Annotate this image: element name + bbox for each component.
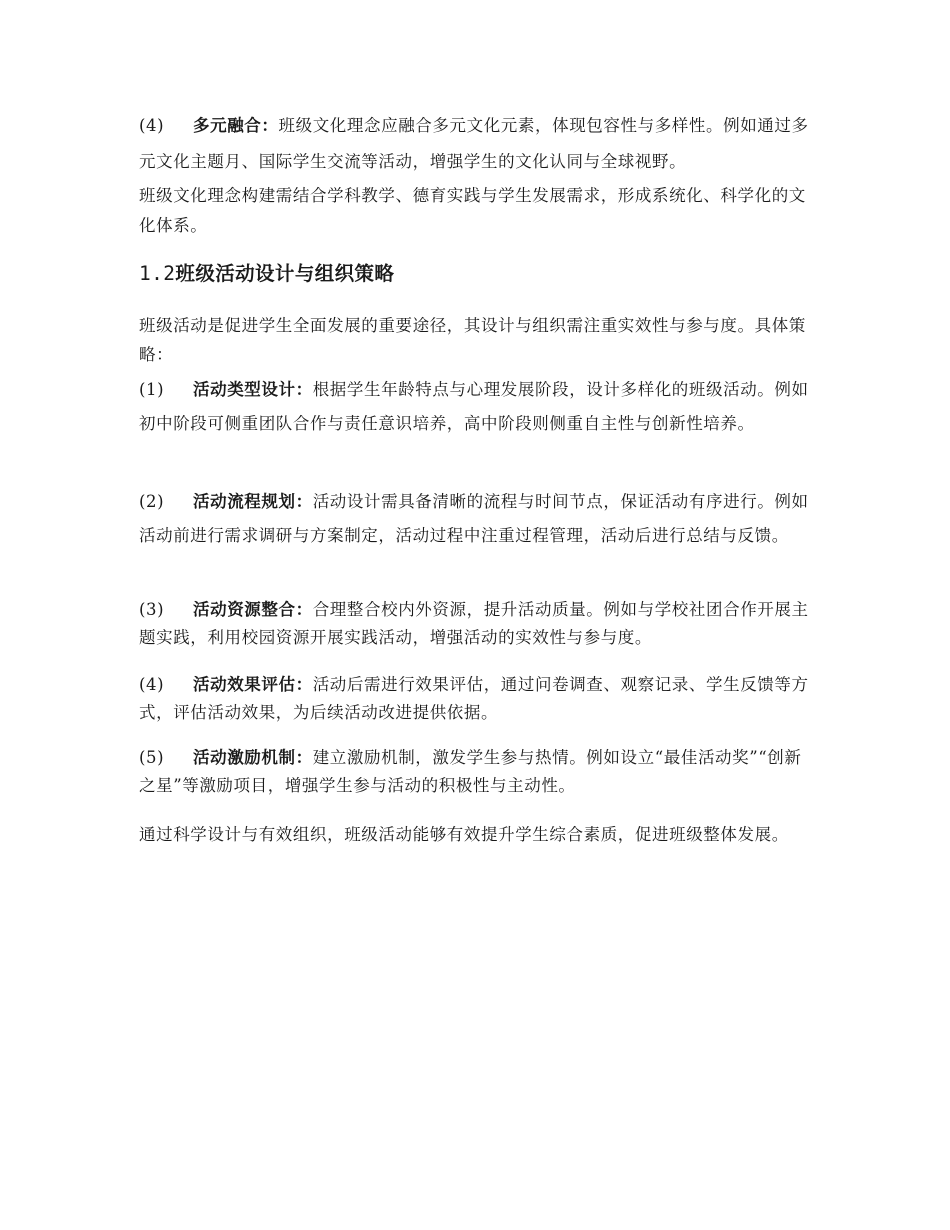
list-item-activity-incentive	[139, 744, 811, 800]
list-item-text: 活动后需进行效果评估，通过问卷调查、观察记录、学生反馈等方式，评估活动效果，为后续活动改进提供依据。	[139, 675, 809, 722]
list-item-number: (1)	[139, 380, 165, 399]
list-item-number: (4)	[139, 675, 165, 694]
culture-summary-paragraph: 班级文化理念构建需结合学科教学、德育实践与学生发展需求，形成系统化、科学化的文化体系。	[139, 186, 806, 235]
list-item-activity-type	[139, 373, 811, 441]
list-item-text: 班级文化理念应融合多元文化元素，体现包容性与多样性。例如通过多元文化主题月、国际学生交流等活动，增强学生的文化认同与全球视野。	[139, 116, 809, 171]
list-item-term: 活动类型设计：	[193, 380, 313, 399]
list-item-number: (4)	[139, 116, 165, 135]
list-item-term: 活动流程规划：	[193, 492, 313, 511]
list-item-activity-evaluation	[139, 671, 811, 727]
section-heading	[139, 258, 394, 286]
list-item-text: 根据学生年龄特点与心理发展阶段，设计多样化的班级活动。例如初中阶段可侧重团队合作与责任意识培养，高中阶段则侧重自主性与创新性培养。	[139, 380, 809, 433]
list-item-number: (2)	[139, 492, 165, 511]
list-item-text: 合理整合校内外资源，提升活动质量。例如与学校社团合作开展主题实践，利用校园资源开展实践活动，增强活动的实效性与参与度。	[139, 600, 809, 647]
conclusion-paragraph: 通过科学设计与有效组织，班级活动能够有效提升学生综合素质，促进班级整体发展。	[139, 825, 789, 844]
list-item-term: 活动资源整合：	[193, 600, 313, 619]
list-item-text: 活动设计需具备清晰的流程与时间节点，保证活动有序进行。例如活动前进行需求调研与方案制定，活动过程中注重过程管理，活动后进行总结与反馈。	[139, 492, 809, 545]
section-number: 1.2	[139, 262, 176, 285]
section-intro-paragraph: 班级活动是促进学生全面发展的重要途径，其设计与组织需注重实效性与参与度。具体策略：	[139, 316, 806, 364]
list-item-term: 活动激励机制：	[193, 748, 313, 767]
section-title: 班级活动设计与组织策略	[175, 262, 395, 285]
list-item-term: 活动效果评估：	[193, 675, 313, 694]
list-item-activity-resources	[139, 596, 811, 652]
list-item-number: (3)	[139, 600, 165, 619]
list-item-diverse-integration	[139, 108, 811, 180]
list-item-number: (5)	[139, 748, 165, 767]
list-item-text: 建立激励机制，激发学生参与热情。例如设立“最佳活动奖”“创新之星”等激励项目，增强学生参与活动的积极性与主动性。	[139, 748, 802, 795]
list-item-term: 多元融合：	[193, 116, 279, 135]
list-item-activity-process	[139, 485, 811, 553]
